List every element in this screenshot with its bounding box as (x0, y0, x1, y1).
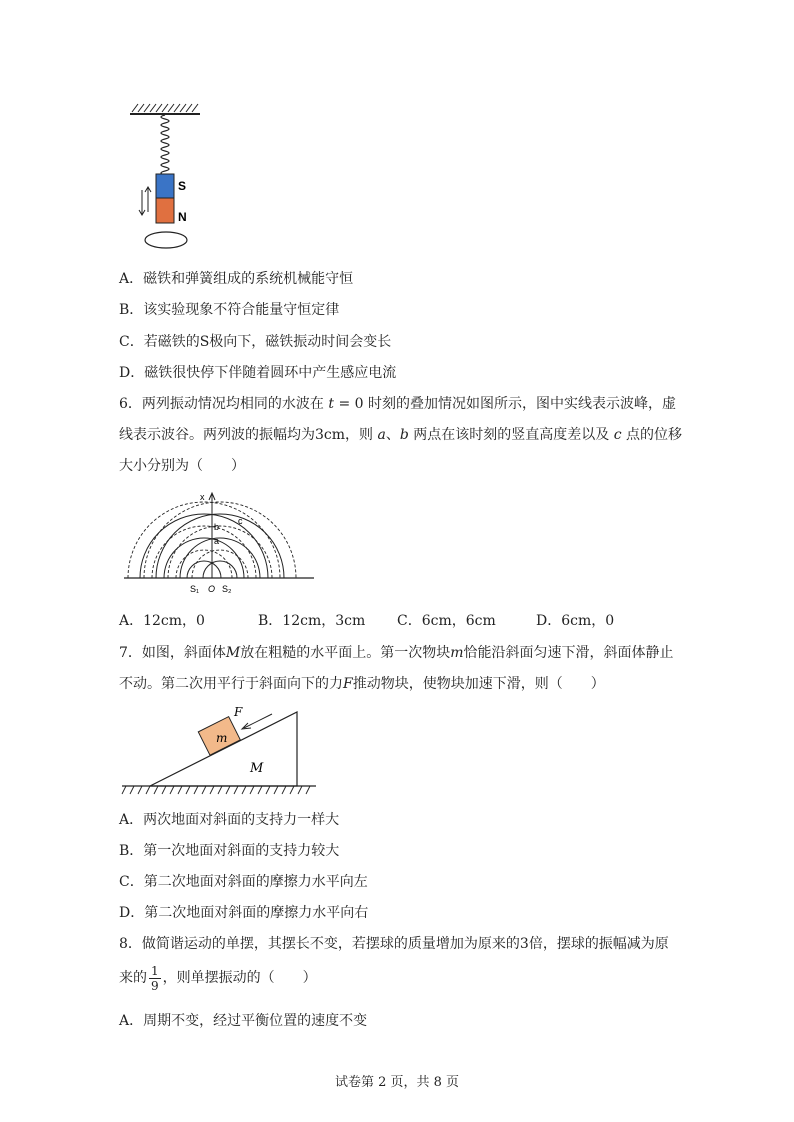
source-s2-label: S₂ (222, 584, 232, 594)
q7-option-b: B．第一次地面对斜面的支持力较大 (119, 843, 340, 859)
origin-o-label: O (208, 584, 216, 594)
spring-magnet-figure (118, 100, 218, 250)
incline-figure (120, 700, 320, 800)
q8-stem-line2: 来的 $\frac{1}{9}$ ，则单摆振动的（ ） (119, 963, 317, 993)
force-arrow-icon (244, 714, 272, 728)
q7-stem-line2: 不动。第二次用平行于斜面向下的力F推动物块，使物块加速下滑，则（ ） (119, 676, 605, 692)
magnet-n-pole (156, 198, 174, 223)
q7-option-a: A．两次地面对斜面的支持力一样大 (119, 812, 340, 828)
q6-stem-line1: 6．两列振动情况均相同的水波在 t = 0 时刻的叠加情况如图所示，图中实线表示波峰，虚 (119, 396, 676, 412)
q7-stem-line1: 7．如图，斜面体M放在粗糙的水平面上。第一次物块m恰能沿斜面匀速下滑，斜面体静止 (119, 645, 674, 661)
q6-option-b: B．12cm，3cm (258, 613, 366, 629)
q6-option-c: C．6cm，6cm (397, 613, 496, 629)
q5-option-c: C．若磁铁的S极向下，磁铁振动时间会变长 (119, 334, 392, 350)
incline-m-label: M (250, 761, 264, 776)
point-c-label: c (238, 516, 243, 526)
q6-option-a: A．12cm，0 (119, 613, 205, 629)
label-s: S (178, 179, 187, 193)
force-f-label: F (234, 705, 243, 719)
q5-option-b: B．该实验现象不符合能量守恒定律 (119, 302, 340, 318)
wave-interference-figure (120, 488, 320, 598)
block-m-label: m (216, 731, 228, 745)
label-n: N (178, 210, 187, 224)
q8-option-a: A．周期不变，经过平衡位置的速度不变 (119, 1013, 368, 1029)
metal-ring (145, 232, 187, 248)
q8-stem-line1: 8．做简谐运动的单摆，其摆长不变，若摆球的质量增加为原来的3倍，摆球的振幅减为原 (119, 936, 669, 952)
q7-option-c: C．第二次地面对斜面的摩擦力水平向左 (119, 874, 368, 890)
q6-stem-line3: 大小分别为（ ） (119, 458, 245, 474)
q5-option-a: A．磁铁和弹簧组成的系统机械能守恒 (119, 271, 354, 287)
magnet-s-pole (156, 174, 174, 198)
q6-stem-line2: 线表示波谷。两列波的振幅均为3cm，则 a、b 两点在该时刻的竖直高度差以及 c 点的位移 (119, 427, 683, 443)
axis-x-label: x (200, 492, 205, 502)
q6-option-d: D．6cm，0 (536, 613, 615, 629)
point-b-label: b (214, 522, 220, 532)
point-a-label: a (214, 536, 220, 546)
page-footer: 试卷第 2 页，共 8 页 (334, 1075, 460, 1090)
q5-option-d: D．磁铁很快停下伴随着圆环中产生感应电流 (119, 365, 397, 381)
q6-options (119, 611, 614, 631)
q7-option-d: D．第二次地面对斜面的摩擦力水平向右 (119, 905, 369, 921)
fraction-one-ninth: $\frac{1}{9}$ (151, 963, 159, 993)
source-s1-label: S₁ (190, 584, 200, 594)
